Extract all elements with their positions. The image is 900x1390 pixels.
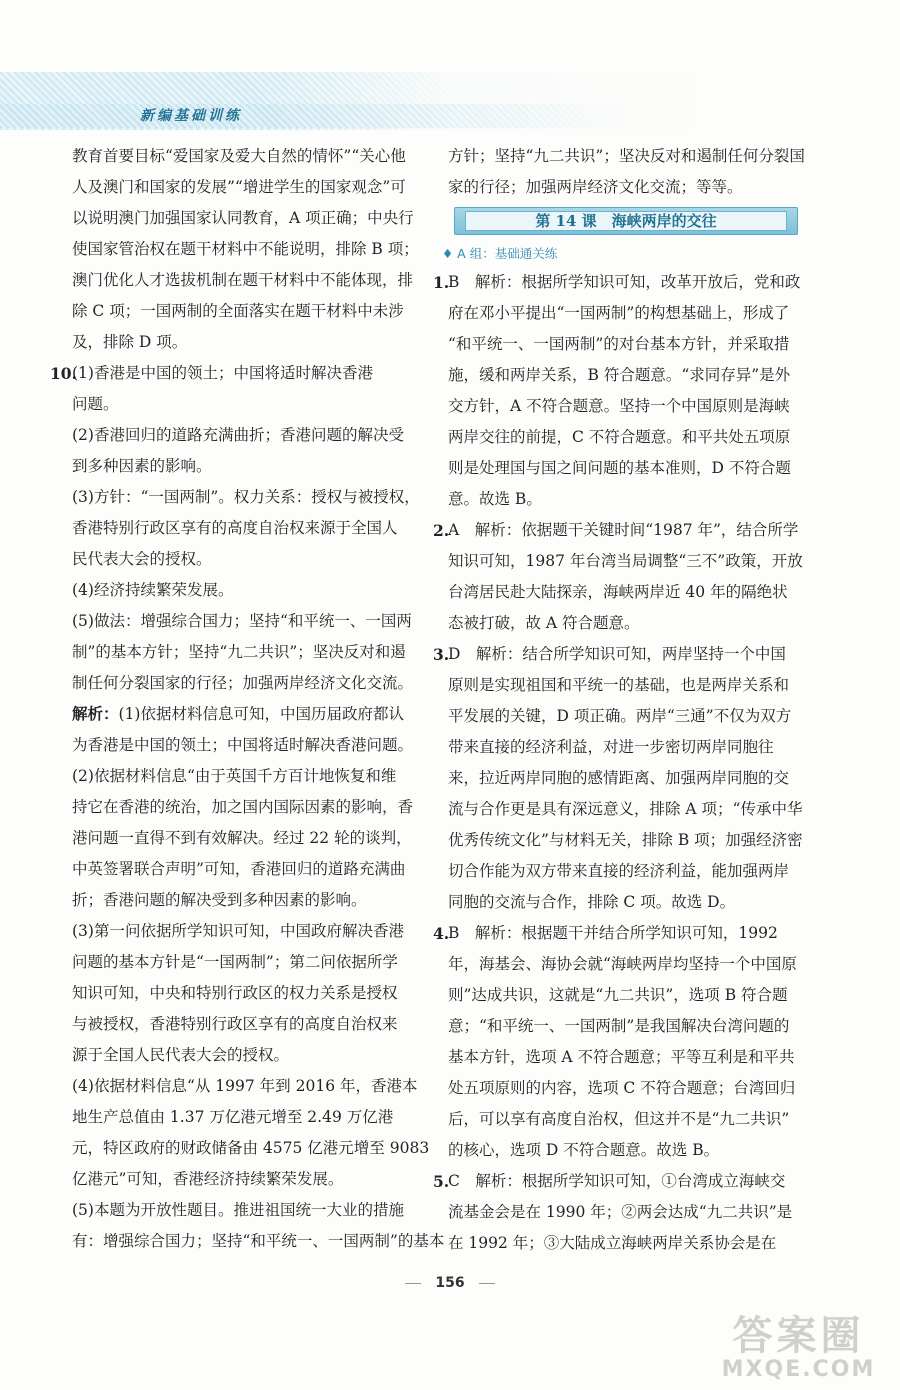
answer-first-line: D 解析：结合所学知识可知，两岸坚持一个中国 (448, 645, 786, 663)
lesson-heading-bar (454, 207, 798, 235)
answer-line: 优秀传统文化”与材料无关，排除 B 项；加强经济密 (448, 831, 803, 849)
answer-item (433, 639, 814, 918)
answer-line: “和平统一、一国两制”的对台基本方针，并采取措 (448, 335, 790, 353)
answer-first-line: A 解析：依据题干关键时间“1987 年”，结合所学 (448, 521, 799, 539)
answer-line: 台湾居民赴大陆探亲，海峡两岸近 40 年的隔绝状 (448, 583, 788, 601)
text-line: 及，排除 D 项。 (72, 333, 188, 351)
text-line: 以说明澳门加强国家认同教育，A 项正确；中央行 (72, 209, 414, 227)
answer-line: 流基金会是在 1990 年；②两会达成“九二共识”是 (448, 1203, 793, 1221)
answer-line: 到多种因素的影响。 (72, 457, 212, 475)
site-watermark: 答案圈 MXQE.COM (721, 1313, 876, 1382)
answer-line: 在 1992 年；③大陆成立海峡两岸关系协会是在 (448, 1234, 777, 1252)
analysis-first-line: 解析：(1)依据材料信息可知，中国历届政府都认 (72, 705, 404, 723)
answer-item (433, 1166, 814, 1259)
answer-line: 则是处理国与国之间问题的基本准则，D 不符合题 (448, 459, 791, 477)
analysis-line: 中英签署联合声明”可知，香港回归的道路充满曲 (72, 860, 406, 878)
answer-line: 处五项原则的内容，选项 C 不符合题意；台湾回归 (448, 1079, 796, 1097)
analysis-line: 源于全国人民代表大会的授权。 (72, 1046, 290, 1064)
analysis-text (72, 730, 445, 1257)
analysis-line: 地生产总值由 1.37 万亿港元增至 2.49 万亿港 (72, 1108, 394, 1126)
answer-line: 民代表大会的授权。 (72, 550, 212, 568)
answer-line: 来，拉近两岸同胞的感情距离、加强两岸同胞的交 (448, 769, 790, 787)
continued-answer-text-right (448, 141, 814, 203)
answer-line: 原则是实现祖国和平统一的基础，也是两岸关系和 (448, 676, 790, 694)
analysis-line: 元，特区政府的财政储备由 4575 亿港元增至 9083 (72, 1139, 430, 1157)
group-label: ♦ A 组：基础通关练 (442, 246, 558, 261)
analysis-line: 亿港元”可知，香港经济持续繁荣发展。 (72, 1170, 344, 1188)
answer-line: 意。故选 B。 (448, 490, 542, 508)
answer-line: (2)香港回归的道路充满曲折；香港问题的解决受 (72, 426, 404, 444)
answer-line: 施，缓和两岸关系，B 符合题意。“求同存异”是外 (448, 366, 791, 384)
analysis-line: (4)依据材料信息“从 1997 年到 2016 年，香港本 (72, 1077, 418, 1095)
answer-line: 态被打破，故 A 符合题意。 (448, 614, 640, 632)
answer-number: 2. (433, 521, 450, 540)
answer-line: 制任何分裂国家的行径；加强两岸经济文化交流。 (72, 674, 414, 692)
answer-line: (1)香港是中国的领土；中国将适时解决香港 (72, 364, 373, 382)
answer-line: 带来直接的经济利益，对进一步密切两岸同胞往 (448, 738, 774, 756)
answer-line: 同胞的交流与合作，排除 C 项。故选 D。 (448, 893, 736, 911)
answer-line: 流与合作更是具有深远意义，排除 A 项；“传承中华 (448, 800, 803, 818)
analysis-line: 与被授权，香港特别行政区享有的高度自治权来 (72, 1015, 398, 1033)
right-column (433, 141, 814, 1259)
analysis-line: (3)第一问依据所学知识可知，中国政府解决香港 (72, 922, 404, 940)
answer-line: 后，可以享有高度自治权，但这并不是“九二共识” (448, 1110, 790, 1128)
answer-line: 府在邓小平提出“一国两制”的构想基础上，形成了 (448, 304, 790, 322)
question-number: 10. (50, 364, 77, 383)
answer-line: 基本方针，选项 A 不符合题意；平等互利是和平共 (448, 1048, 795, 1066)
text-line: 教育首要目标“爱国家及爱大自然的情怀”“关心他 (72, 147, 406, 165)
answer-line: 的核心，选项 D 不符合题意。故选 B。 (448, 1141, 720, 1159)
answer-line: (4)经济持续繁荣发展。 (72, 581, 234, 599)
continued-answer-text (72, 141, 420, 358)
analysis-label: 解析： (72, 705, 119, 723)
answer-line: 香港特别行政区享有的高度自治权来源于全国人 (72, 519, 398, 537)
analysis-line: 折；香港问题的解决受到多种因素的影响。 (72, 891, 367, 909)
answer-number: 4. (433, 924, 450, 943)
question-10-answer (72, 358, 420, 699)
answer-line: 交方针，A 不符合题意。坚持一个中国原则是海峡 (448, 397, 790, 415)
analysis-line: 港问题一直得不到有效解决。经过 22 轮的谈判， (72, 829, 412, 847)
running-header-title: 新编基础训练 (140, 108, 242, 124)
left-column (50, 141, 445, 1257)
answer-line: 制”的基本方针；坚持“九二共识”；坚决反对和遏 (72, 643, 406, 661)
answer-item (433, 918, 814, 1166)
answer-line: (3)方针：“一国两制”。权力关系：授权与被授权， (72, 488, 420, 506)
text-line: 人及澳门和国家的发展”“增进学生的国家观念”可 (72, 178, 406, 196)
answer-number: 5. (433, 1172, 450, 1191)
analysis-line: 为香港是中国的领土；中国将适时解决香港问题。 (72, 736, 414, 754)
answer-number: 3. (433, 645, 450, 664)
text-line: 使国家管治权在题干材料中不能说明，排除 B 项； (72, 240, 419, 258)
question-10 (50, 358, 445, 1257)
answer-item (433, 267, 814, 515)
answer-line: 问题。 (72, 395, 119, 413)
answer-line: 年，海基会、海协会就“海峡两岸均坚持一个中国原 (448, 955, 797, 973)
answer-first-line: B 解析：根据所学知识可知，改革开放后，党和政 (448, 273, 801, 291)
text-line: 澳门优化人才选拔机制在题干材料中不能体现，排 (72, 271, 414, 289)
text-line: 家的行径；加强两岸经济文化交流；等等。 (448, 178, 743, 196)
answer-line: 意；“和平统一、一国两制”是我国解决台湾问题的 (448, 1017, 790, 1035)
answer-line: 切合作能为双方带来直接的经济利益，能加强两岸 (448, 862, 790, 880)
analysis-line: 有：增强综合国力；坚持“和平统一、一国两制”的基本 (72, 1232, 445, 1250)
answer-line: 平发展的关键，D 项正确。两岸“三通”不仅为双方 (448, 707, 792, 725)
analysis-line: 持它在香港的统治，加之国内国际因素的影响，香 (72, 798, 414, 816)
answer-first-line: B 解析：根据题干并结合所学知识可知，1992 (448, 924, 778, 942)
text-line: 方针；坚持“九二共识”；坚决反对和遏制任何分裂国 (448, 147, 805, 165)
answer-item (433, 515, 814, 639)
answer-number: 1. (433, 273, 450, 292)
text-line: 除 C 项；一国两制的全面落实在题干材料中未涉 (72, 302, 404, 320)
answer-line: 知识可知，1987 年台湾当局调整“三不”政策，开放 (448, 552, 803, 570)
answer-line: 则”达成共识，这就是“九二共识”，选项 B 符合题 (448, 986, 788, 1004)
answer-first-line: C 解析：根据所学知识可知，①台湾成立海峡交 (448, 1172, 786, 1190)
analysis-line: (2)依据材料信息“由于英国千方百计地恢复和维 (72, 767, 397, 785)
lesson-title: 第 14 课 海峡两岸的交往 (465, 211, 787, 231)
answer-list (433, 267, 814, 1259)
analysis-line: 问题的基本方针是“一国两制”；第二问依据所学 (72, 953, 398, 971)
header-strip (0, 104, 900, 128)
answer-line: 两岸交往的前提，C 不符合题意。和平共处五项原 (448, 428, 791, 446)
answer-line: (5)做法：增强综合国力；坚持“和平统一、一国两 (72, 612, 412, 630)
analysis-line: (5)本题为开放性题目。推进祖国统一大业的措施 (72, 1201, 404, 1219)
analysis-line: 知识可知，中央和特别行政区的权力关系是授权 (72, 984, 398, 1002)
page-number: 156 (0, 1275, 900, 1291)
